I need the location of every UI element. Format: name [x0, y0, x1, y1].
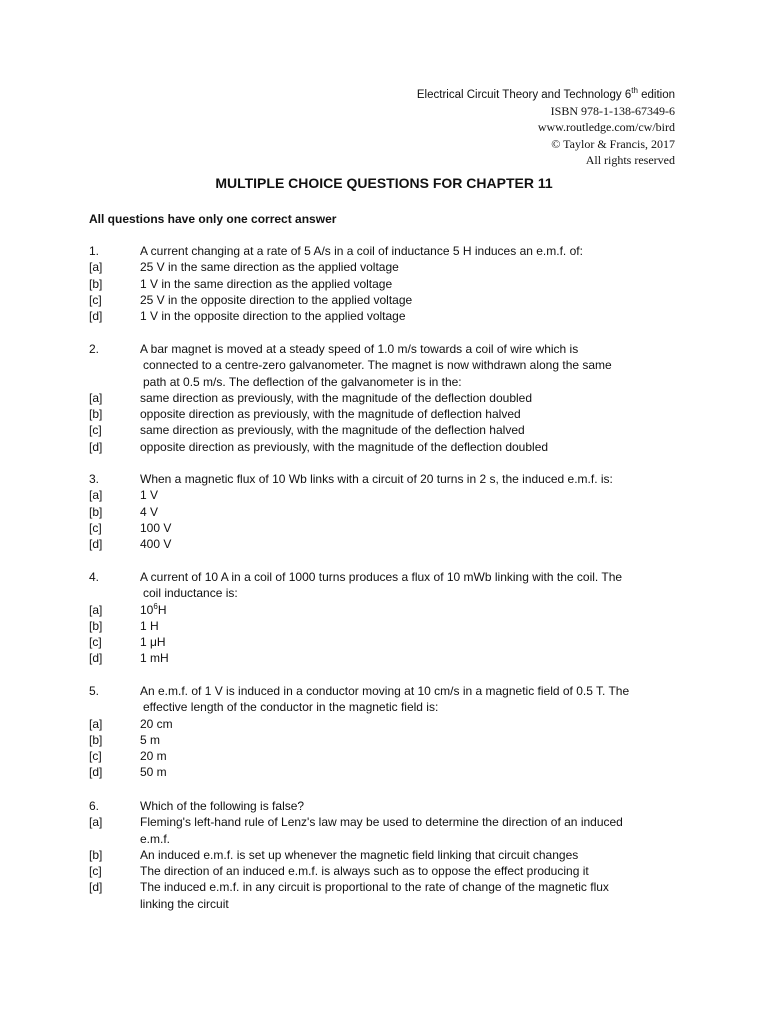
- option-label: [d]: [89, 537, 103, 552]
- option-a: [89, 814, 689, 847]
- option-text: same direction as previously, with the magnitude of the deflection doubled: [140, 390, 533, 405]
- question-number: 4.: [89, 570, 100, 584]
- option-text: opposite direction as previously, with the magnitude of the deflection doubled: [140, 439, 549, 454]
- page-title: MULTIPLE CHOICE QUESTIONS FOR CHAPTER 11: [215, 175, 553, 191]
- question-number: 2.: [89, 342, 100, 356]
- question-text: [140, 683, 689, 716]
- option-label: [a]: [89, 815, 103, 830]
- option-label: [b]: [89, 618, 103, 633]
- book-title: [295, 87, 675, 103]
- option-label: [d]: [89, 651, 103, 666]
- question-4: [89, 569, 689, 667]
- option-text: 1 V in the same direction as the applied voltage: [140, 276, 393, 291]
- option-text-line: e.m.f.: [140, 831, 171, 846]
- option-text: opposite direction as previously, with the magnitude of deflection halved: [140, 407, 521, 422]
- option-text: [140, 814, 689, 847]
- option-text: [140, 602, 689, 618]
- question-2: [89, 341, 689, 455]
- question-text: Which of the following is false?: [140, 799, 305, 813]
- option-label: [d]: [89, 309, 103, 324]
- question-stem: [89, 798, 689, 814]
- option-text: 1 mH: [140, 651, 169, 666]
- option-a: [89, 390, 689, 406]
- question-text-line: effective length of the conductor in the magnetic field is:: [143, 700, 439, 715]
- question-number: 3.: [89, 472, 100, 486]
- option-text: 25 V in the opposite direction to the applied voltage: [140, 292, 413, 307]
- option-label: [a]: [89, 390, 103, 405]
- option-d: [89, 650, 689, 666]
- page-header: [295, 87, 675, 168]
- option-label: [b]: [89, 732, 103, 747]
- option-label: [c]: [89, 749, 102, 764]
- option-c: [89, 634, 689, 650]
- option-text: 100 V: [140, 520, 172, 535]
- option-d: [89, 439, 689, 455]
- question-1: [89, 243, 689, 324]
- option-d: [89, 308, 689, 324]
- option-label: [d]: [89, 439, 103, 454]
- option-label: [b]: [89, 276, 103, 291]
- option-a: [89, 602, 689, 618]
- option-d: [89, 764, 689, 780]
- option-b: [89, 276, 689, 292]
- option-label: [d]: [89, 880, 103, 895]
- option-c: [89, 863, 689, 879]
- option-text: 4 V: [140, 504, 159, 519]
- option-label: [a]: [89, 602, 103, 617]
- option-text: 1 μH: [140, 635, 166, 650]
- option-text: 25 V in the same direction as the applied voltage: [140, 260, 399, 275]
- option-label: [c]: [89, 423, 102, 438]
- option-label: [a]: [89, 716, 103, 731]
- question-3: [89, 471, 689, 552]
- option-label: [c]: [89, 520, 102, 535]
- option-text: An induced e.m.f. is set up whenever the magnetic field linking that circuit changes: [140, 847, 579, 862]
- question-text-line: connected to a centre-zero galvanometer. The magnet is now withdrawn along the same: [143, 358, 612, 373]
- option-value: 10: [140, 602, 154, 617]
- option-text: 1 H: [140, 618, 159, 633]
- option-a: [89, 487, 689, 503]
- option-text: The direction of an induced e.m.f. is always such as to oppose the effect producing it: [140, 864, 589, 879]
- option-c: [89, 748, 689, 764]
- option-b: [89, 406, 689, 422]
- option-a: [89, 716, 689, 732]
- book-title-text: Electrical Circuit Theory and Technology 6: [416, 89, 632, 101]
- question-text-line: coil inductance is:: [143, 586, 238, 601]
- option-text-line: The induced e.m.f. in any circuit is proportional to the rate of change of the magnetic flux: [140, 880, 609, 895]
- option-label: [b]: [89, 407, 103, 422]
- option-text: same direction as previously, with the magnitude of the deflection halved: [140, 423, 525, 438]
- question-number: 1.: [89, 244, 100, 258]
- option-text: 400 V: [140, 537, 172, 552]
- option-label: [c]: [89, 635, 102, 650]
- question-number: 5.: [89, 684, 100, 698]
- website-url: www.routledge.com/cw/bird: [537, 120, 675, 135]
- option-label: [a]: [89, 260, 103, 275]
- option-c: [89, 292, 689, 308]
- option-b: [89, 847, 689, 863]
- option-b: [89, 618, 689, 634]
- option-label: [b]: [89, 847, 103, 862]
- question-number: 6.: [89, 799, 100, 813]
- rights-notice: All rights reserved: [585, 152, 675, 167]
- option-a: [89, 259, 689, 275]
- option-label: [a]: [89, 488, 103, 503]
- question-text-line: A current of 10 A in a coil of 1000 turns produces a flux of 10 mWb linking with the coil. The: [140, 570, 623, 584]
- option-text: 50 m: [140, 765, 167, 780]
- book-title-superscript: th: [631, 86, 638, 96]
- option-label: [d]: [89, 765, 103, 780]
- book-title-edition: edition: [637, 89, 675, 101]
- question-text-line: A bar magnet is moved at a steady speed of 1.0 m/s towards a coil of wire which is: [140, 342, 579, 356]
- question-stem: [89, 243, 689, 259]
- option-text: 20 cm: [140, 716, 173, 731]
- option-c: [89, 422, 689, 438]
- option-b: [89, 504, 689, 520]
- option-unit: H: [157, 602, 167, 617]
- question-text-line: path at 0.5 m/s. The deflection of the galvanometer is in the:: [143, 374, 462, 389]
- option-label: [c]: [89, 292, 102, 307]
- option-text-line: linking the circuit: [140, 896, 229, 911]
- option-label: [b]: [89, 504, 103, 519]
- question-text: [140, 341, 689, 390]
- isbn: ISBN 978-1-138-67349-6: [550, 104, 675, 119]
- option-d: [89, 536, 689, 552]
- question-5: [89, 683, 689, 781]
- question-stem: [89, 471, 689, 487]
- copyright: © Taylor & Francis, 2017: [551, 136, 675, 151]
- option-b: [89, 732, 689, 748]
- option-text: 5 m: [140, 732, 161, 747]
- question-6: [89, 798, 689, 912]
- option-d: [89, 879, 689, 912]
- instructions-note: All questions have only one correct answer: [89, 212, 337, 226]
- option-label: [c]: [89, 864, 102, 879]
- question-text: [140, 569, 689, 602]
- option-text: 20 m: [140, 749, 167, 764]
- question-stem: [89, 683, 689, 716]
- option-text: 1 V in the opposite direction to the applied voltage: [140, 309, 406, 324]
- question-text-line: An e.m.f. of 1 V is induced in a conductor moving at 10 cm/s in a magnetic field of 0.5 T. The: [140, 684, 630, 698]
- option-text-line: Fleming's left-hand rule of Lenz's law may be used to determine the direction of an induced: [140, 815, 623, 830]
- option-exponent: 6: [153, 601, 158, 611]
- question-text: A current changing at a rate of 5 A/s in a coil of inductance 5 H induces an e.m.f. of:: [140, 244, 583, 258]
- option-text: 1 V: [140, 488, 159, 503]
- option-c: [89, 520, 689, 536]
- question-stem: [89, 341, 689, 390]
- option-text: [140, 879, 689, 912]
- question-text: When a magnetic flux of 10 Wb links with a circuit of 20 turns in 2 s, the induced e.m.f. is:: [140, 472, 613, 486]
- question-stem: [89, 569, 689, 602]
